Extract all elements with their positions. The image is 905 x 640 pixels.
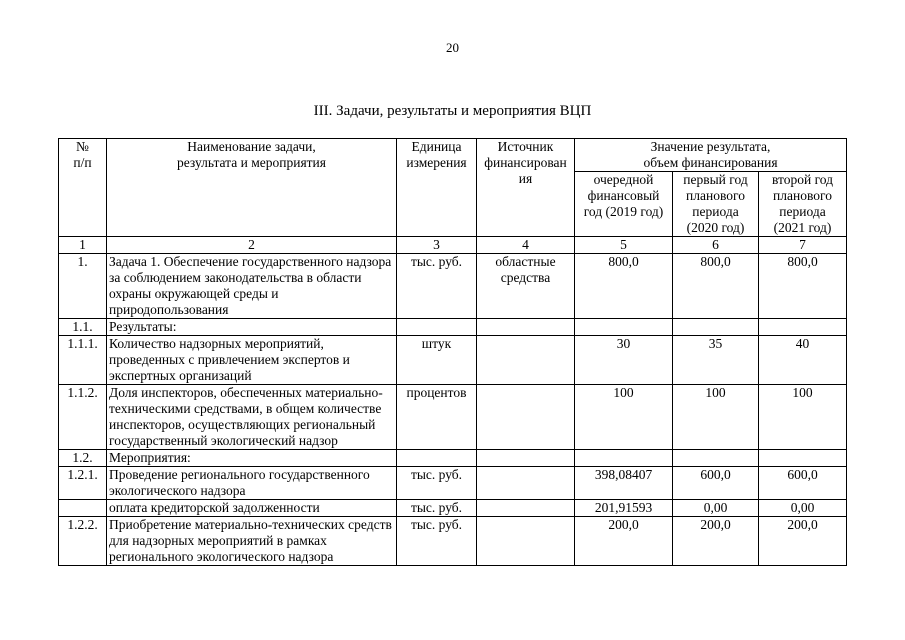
- col-number: 4: [477, 237, 575, 254]
- row-source: [477, 467, 575, 500]
- row-name: Количество надзорных мероприятий, проведенных с привлечением экспертов и экспертных организаций: [107, 336, 397, 385]
- col-number: 1: [59, 237, 107, 254]
- row-name: Задача 1. Обеспечение государственного надзора за соблюдением законодательства в области охраны окружающей среды и природопользования: [107, 254, 397, 319]
- row-unit: тыс. руб.: [397, 517, 477, 566]
- row-name: Доля инспекторов, обеспеченных материально-техническими средствами, в общем количестве инспекторов, осуществляющих региональный государственный экологический надзор: [107, 385, 397, 450]
- row-value-2021: 200,0: [759, 517, 847, 566]
- row-value-2020: [673, 450, 759, 467]
- row-num: [59, 500, 107, 517]
- row-unit: [397, 450, 477, 467]
- row-value-2021: [759, 319, 847, 336]
- row-unit: тыс. руб.: [397, 254, 477, 319]
- row-value-2019: 201,91593: [575, 500, 673, 517]
- row-num: 1.2.2.: [59, 517, 107, 566]
- table-row: [59, 319, 847, 336]
- row-num: 1.1.2.: [59, 385, 107, 450]
- row-source: [477, 319, 575, 336]
- header-year-2019: очередной финансовый год (2019 год): [575, 172, 673, 237]
- row-value-2019: 800,0: [575, 254, 673, 319]
- row-value-2020: 600,0: [673, 467, 759, 500]
- row-value-2021: 600,0: [759, 467, 847, 500]
- row-source: [477, 385, 575, 450]
- row-value-2019: 398,08407: [575, 467, 673, 500]
- col-number: 7: [759, 237, 847, 254]
- row-value-2020: 200,0: [673, 517, 759, 566]
- row-num: 1.2.1.: [59, 467, 107, 500]
- tasks-table: [58, 138, 847, 566]
- row-value-2019: 200,0: [575, 517, 673, 566]
- row-unit: тыс. руб.: [397, 467, 477, 500]
- row-source: областные средства: [477, 254, 575, 319]
- row-value-2021: 800,0: [759, 254, 847, 319]
- row-value-2021: 40: [759, 336, 847, 385]
- table-row: [59, 385, 847, 450]
- row-value-2020: 100: [673, 385, 759, 450]
- header-year-2021: второй год планового периода (2021 год): [759, 172, 847, 237]
- row-value-2021: 0,00: [759, 500, 847, 517]
- col-number: 6: [673, 237, 759, 254]
- row-unit: процентов: [397, 385, 477, 450]
- row-num: 1.: [59, 254, 107, 319]
- row-value-2019: 30: [575, 336, 673, 385]
- row-value-2019: 100: [575, 385, 673, 450]
- row-name: оплата кредиторской задолженности: [107, 500, 397, 517]
- header-value-group: Значение результата, объем финансирования: [575, 139, 847, 172]
- row-source: [477, 517, 575, 566]
- row-unit: штук: [397, 336, 477, 385]
- row-value-2021: 100: [759, 385, 847, 450]
- row-name: Мероприятия:: [107, 450, 397, 467]
- table-row: [59, 336, 847, 385]
- col-number: 2: [107, 237, 397, 254]
- row-source: [477, 450, 575, 467]
- page-number: 20: [446, 40, 459, 55]
- table-row: [59, 517, 847, 566]
- header-row-1: [59, 139, 847, 172]
- row-name: Проведение регионального государственного экологического надзора: [107, 467, 397, 500]
- row-num: 1.2.: [59, 450, 107, 467]
- col-number: 5: [575, 237, 673, 254]
- row-value-2019: [575, 319, 673, 336]
- table-row: [59, 500, 847, 517]
- section-title: III. Задачи, результаты и мероприятия ВЦП: [313, 103, 592, 119]
- row-value-2020: 35: [673, 336, 759, 385]
- row-num: 1.1.: [59, 319, 107, 336]
- row-name: Приобретение материально-технических средств для надзорных мероприятий в рамках регионального экологического надзора: [107, 517, 397, 566]
- row-value-2020: 0,00: [673, 500, 759, 517]
- col-number: 3: [397, 237, 477, 254]
- table-row: [59, 450, 847, 467]
- header-unit: Единица измерения: [397, 139, 477, 237]
- header-year-2020: первый год планового периода (2020 год): [673, 172, 759, 237]
- row-source: [477, 336, 575, 385]
- row-value-2020: [673, 319, 759, 336]
- row-source: [477, 500, 575, 517]
- header-num: № п/п: [59, 139, 107, 237]
- row-value-2019: [575, 450, 673, 467]
- header-name: Наименование задачи, результата и мероприятия: [107, 139, 397, 237]
- row-unit: тыс. руб.: [397, 500, 477, 517]
- header-source: Источник финансирован ия: [477, 139, 575, 237]
- column-number-row: [59, 237, 847, 254]
- row-unit: [397, 319, 477, 336]
- table-row: [59, 467, 847, 500]
- row-num: 1.1.1.: [59, 336, 107, 385]
- row-value-2020: 800,0: [673, 254, 759, 319]
- row-name: Результаты:: [107, 319, 397, 336]
- table-row: [59, 254, 847, 319]
- row-value-2021: [759, 450, 847, 467]
